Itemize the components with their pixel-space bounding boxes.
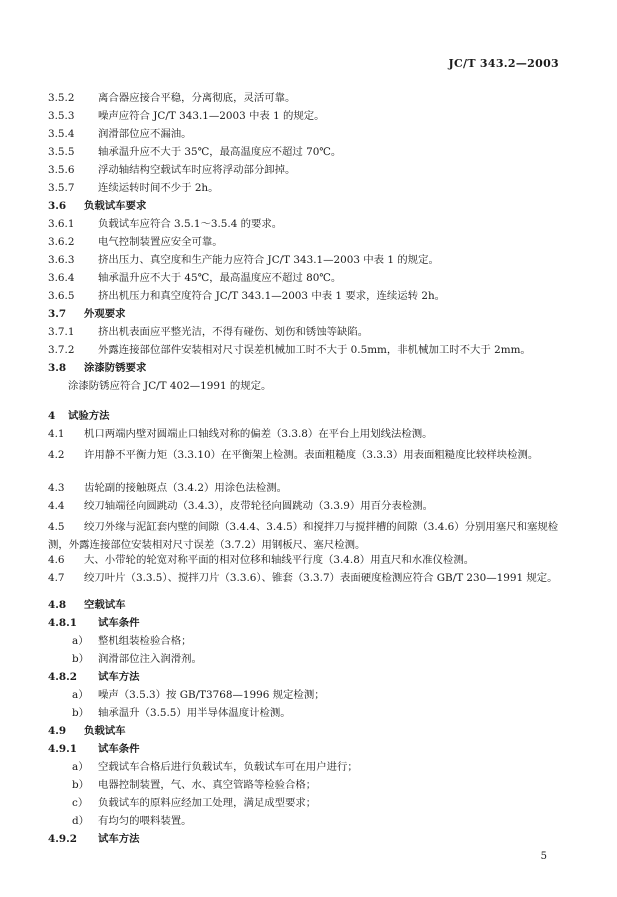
- list-text: 润滑部位注入润滑剂。: [98, 653, 202, 665]
- list-label: a）: [72, 689, 89, 701]
- clause-text: 负载试车应符合 3.5.1～3.5.4 的要求。: [98, 218, 283, 230]
- clause-text: 轴承温升应不大于 35℃，最高温度应不超过 70℃。: [98, 146, 342, 158]
- list-text: 整机组装检验合格；: [98, 635, 192, 647]
- clause-number: 3.6.2: [48, 236, 75, 248]
- clause-text: 齿轮副的接触斑点（3.4.2）用涂色法检测。: [84, 482, 288, 494]
- list-label: a）: [72, 635, 89, 647]
- clause-4-3: [48, 482, 287, 495]
- chapter-number: 4: [48, 410, 56, 422]
- clause-text: 机口两端内壁对圆端止口轴线对称的偏差（3.3.8）在平台上用划线法检测。: [84, 428, 433, 440]
- clause-3-6-3: [48, 254, 439, 267]
- clause-3-6-1: [48, 218, 282, 231]
- clause-number: 4.1: [48, 428, 65, 440]
- page-header: JC/T 343.2—2003: [448, 57, 559, 70]
- clause-3-7-1: [48, 326, 368, 339]
- subsection-title: 试车方法: [98, 671, 140, 683]
- list-item: [72, 689, 325, 702]
- clause-number: 3.6.4: [48, 272, 75, 284]
- list-label: c）: [72, 797, 89, 809]
- clause-number: 3.6.1: [48, 218, 75, 230]
- clause-text: 绞刀叶片（3.3.5）、搅拌刀片（3.3.6）、锥套（3.3.7）表面硬度检测应符合 GB/T 230—1991 规定。: [84, 572, 558, 584]
- clause-4-1: [48, 428, 433, 441]
- list-text: 噪声（3.5.3）按 GB/T3768—1996 规定检测；: [98, 689, 325, 701]
- section-title: 涂漆防锈要求: [84, 362, 147, 374]
- clause-number: 3.5.5: [48, 146, 75, 158]
- clause-text: 挤出机表面应平整光洁，不得有碰伤、划伤和锈蚀等缺陷。: [98, 326, 369, 338]
- section-number: 3.6: [48, 200, 67, 212]
- section-number: 4.8: [48, 599, 67, 611]
- section-title: 空载试车: [84, 599, 126, 611]
- clause-3-6-4: [48, 272, 341, 285]
- clause-4-7: [48, 572, 558, 585]
- clause-3-6-2: [48, 236, 223, 249]
- section-number: 3.7: [48, 308, 67, 320]
- list-item: [72, 797, 316, 810]
- clause-number: 3.5.4: [48, 128, 75, 140]
- clause-text: 大、小带轮的轮宽对称平面的相对位移和轴线平行度（3.4.8）用直尺和水准仪检测。: [84, 554, 475, 566]
- clause-number: 3.6.5: [48, 290, 75, 302]
- chapter-title: 试验方法: [68, 410, 110, 422]
- list-item: [72, 635, 192, 648]
- section-heading-3-6: [48, 200, 146, 213]
- clause-text: 润滑部位应不漏油。: [98, 128, 192, 140]
- list-label: b）: [72, 653, 90, 665]
- clause-text: 连续运转时间不少于 2h。: [98, 182, 219, 194]
- list-text: 空载试车合格后进行负载试车，负载试车可在用户进行；: [98, 761, 358, 773]
- subsection-heading-4-8-1: [48, 617, 140, 630]
- section-heading-4-9: [48, 725, 126, 738]
- clause-3-5-5: [48, 146, 341, 159]
- clause-number: 3.5.3: [48, 110, 75, 122]
- clause-text: 电气控制装置应安全可靠。: [98, 236, 223, 248]
- subsection-heading-4-8-2: [48, 671, 140, 684]
- subsection-number: 4.9.1: [48, 743, 77, 755]
- subsection-heading-4-9-1: [48, 743, 140, 756]
- section-title: 负载试车: [84, 725, 126, 737]
- list-text: 负载试车的原料应经加工处理，满足成型要求；: [98, 797, 317, 809]
- clause-number: 3.5.2: [48, 92, 75, 104]
- clause-3-5-3: [48, 110, 325, 123]
- clause-text: 绞刀轴端径向圆跳动（3.4.3），皮带轮径向圆跳动（3.3.9）用百分表检测。: [84, 500, 434, 512]
- clause-4-2: [48, 446, 575, 464]
- clause-number: 4.5: [48, 521, 65, 533]
- subsection-number: 4.9.2: [48, 833, 77, 845]
- clause-number: 4.3: [48, 482, 65, 494]
- section-title: 外观要求: [84, 308, 126, 320]
- clause-4-4: [48, 500, 433, 513]
- clause-4-5: [48, 518, 575, 554]
- subsection-title: 试车条件: [98, 617, 140, 629]
- clause-3-7-2: [48, 344, 531, 357]
- list-text: 电器控制装置，气、水、真空管路等检验合格；: [98, 779, 317, 791]
- clause-number: 3.5.6: [48, 164, 75, 176]
- list-label: d）: [72, 815, 90, 827]
- list-label: a）: [72, 761, 89, 773]
- clause-3-6-5: [48, 290, 445, 303]
- clause-3-5-4: [48, 128, 192, 141]
- list-text: 轴承温升（3.5.5）用半导体温度计检测。: [98, 707, 291, 719]
- section-heading-4-8: [48, 599, 126, 612]
- list-item: [72, 779, 316, 792]
- clause-text: 轴承温升应不大于 45℃，最高温度应不超过 80℃。: [98, 272, 342, 284]
- clause-number: 4.4: [48, 500, 65, 512]
- clause-text: 浮动轴结构空载试车时应将浮动部分卸掉。: [98, 164, 296, 176]
- clause-number: 4.7: [48, 572, 65, 584]
- subsection-number: 4.8.1: [48, 617, 77, 629]
- clause-number: 3.7.2: [48, 344, 75, 356]
- list-text: 有均匀的喂料装置。: [98, 815, 192, 827]
- clause-3-5-6: [48, 164, 295, 177]
- clause-text: 噪声应符合 JC/T 343.1—2003 中表 1 的规定。: [98, 110, 325, 122]
- clause-text: 许用静不平衡力矩（3.3.10）在平衡架上检测。表面粗糙度（3.3.3）用表面粗糙度比较样块检测。: [84, 449, 539, 461]
- list-label: b）: [72, 707, 90, 719]
- clause-3-5-7: [48, 182, 219, 195]
- subsection-heading-4-9-2: [48, 833, 140, 846]
- list-item: [72, 707, 291, 720]
- page-number: 5: [540, 851, 547, 862]
- clause-number: 3.7.1: [48, 326, 75, 338]
- section-number: 3.8: [48, 362, 67, 374]
- clause-text: 挤出压力、真空度和生产能力应符合 JC/T 343.1—2003 中表 1 的规定。: [98, 254, 439, 266]
- clause-4-6: [48, 554, 474, 567]
- section-heading-3-7: [48, 308, 126, 321]
- section-heading-3-8: [48, 362, 146, 375]
- subsection-number: 4.8.2: [48, 671, 77, 683]
- clause-3-5-2: [48, 92, 295, 105]
- clause-text: 挤出机压力和真空度符合 JC/T 343.1—2003 中表 1 要求，连续运转 2h。: [98, 290, 446, 302]
- list-item: [72, 653, 202, 666]
- clause-3-8-body: 涂漆防锈应符合 JC/T 402—1991 的规定。: [68, 380, 272, 392]
- clause-text: 离合器应接合平稳，分离彻底，灵活可靠。: [98, 92, 296, 104]
- subsection-title: 试车条件: [98, 743, 140, 755]
- clause-number: 3.6.3: [48, 254, 75, 266]
- subsection-title: 试车方法: [98, 833, 140, 845]
- clause-number: 4.2: [48, 449, 65, 461]
- section-number: 4.9: [48, 725, 67, 737]
- list-item: [72, 815, 192, 828]
- list-item: [72, 761, 358, 774]
- section-title: 负载试车要求: [84, 200, 147, 212]
- chapter-heading-4: [48, 410, 110, 423]
- clause-text: 绞刀外缘与泥缸套内壁的间隙（3.4.4、3.4.5）和搅拌刀与搅拌槽的间隙（3.4.6）分别用塞尺和塞规检测，外露连接部位安装相对尺寸误差（3.7.2）用钢板尺、塞尺检测。: [48, 521, 559, 551]
- clause-number: 3.5.7: [48, 182, 75, 194]
- clause-number: 4.6: [48, 554, 65, 566]
- list-label: b）: [72, 779, 90, 791]
- clause-text: 外露连接部位部件安装相对尺寸误差机械加工时不大于 0.5mm，非机械加工时不大于 2mm。: [98, 344, 531, 356]
